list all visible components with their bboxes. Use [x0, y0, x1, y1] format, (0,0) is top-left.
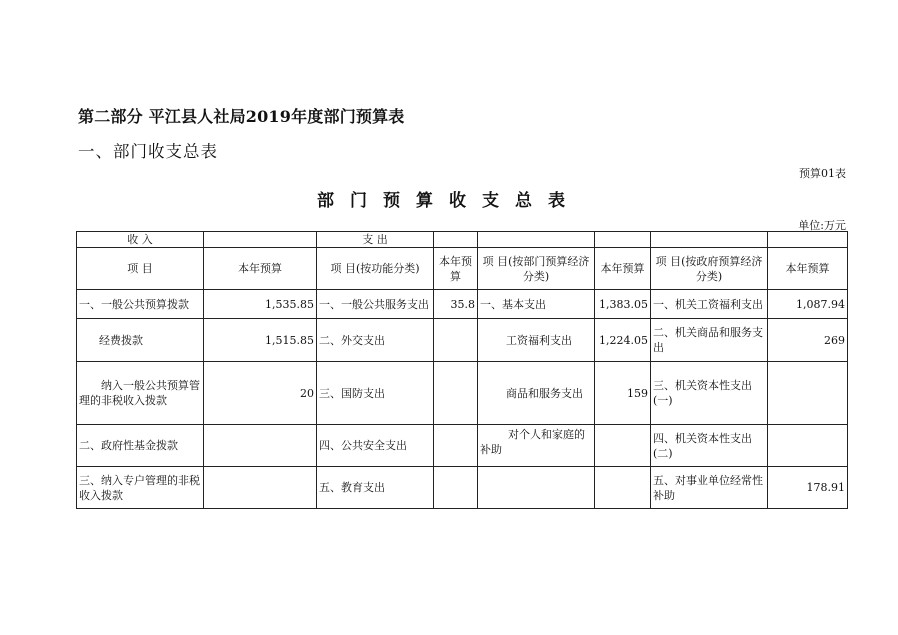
income-amount: 1,535.85 — [204, 290, 317, 319]
income-item: 一、一般公共预算拨款 — [77, 290, 204, 319]
income-amount: 1,515.85 — [204, 319, 317, 362]
dept-item: 商品和服务支出 — [478, 362, 595, 425]
group-header-row — [77, 232, 848, 248]
dept-item: 工资福利支出 — [478, 319, 595, 362]
empty-cell — [651, 232, 768, 248]
table-main-title: 部门预算收支总表 — [317, 191, 581, 211]
func-amount — [434, 362, 478, 425]
func-amount — [434, 319, 478, 362]
table-row — [77, 467, 848, 509]
table-row — [77, 425, 848, 467]
gov-item: 四、机关资本性支出(二) — [651, 425, 768, 467]
income-item: 纳入一般公共预算管理的非税收入拨款 — [77, 362, 204, 425]
dept-item: 对个人和家庭的补助 — [478, 425, 595, 467]
gov-item: 五、对事业单位经常性补助 — [651, 467, 768, 509]
gov-amount: 269 — [768, 319, 848, 362]
section-subtitle: 一、部门收支总表 — [78, 142, 218, 161]
income-amount: 20 — [204, 362, 317, 425]
col-header-func-item: 项 目(按功能分类) — [317, 248, 434, 290]
gov-item: 二、机关商品和服务支出 — [651, 319, 768, 362]
income-item: 三、纳入专户管理的非税收入拨款 — [77, 467, 204, 509]
func-item: 三、国防支出 — [317, 362, 434, 425]
col-header-budget: 本年预算 — [204, 248, 317, 290]
part-title: 第二部分 平江县人社局2019年度部门预算表 — [78, 107, 405, 126]
dept-amount: 1,224.05 — [595, 319, 651, 362]
func-item: 一、一般公共服务支出 — [317, 290, 434, 319]
gov-item: 一、机关工资福利支出 — [651, 290, 768, 319]
col-header-budget: 本年预算 — [595, 248, 651, 290]
col-header-gov-econ-item: 项 目(按政府预算经济分类) — [651, 248, 768, 290]
empty-cell — [768, 232, 848, 248]
empty-cell — [434, 232, 478, 248]
func-item: 五、教育支出 — [317, 467, 434, 509]
gov-amount — [768, 425, 848, 467]
dept-amount: 1,383.05 — [595, 290, 651, 319]
dept-amount — [595, 467, 651, 509]
dept-amount — [595, 425, 651, 467]
empty-cell — [478, 232, 595, 248]
func-amount — [434, 467, 478, 509]
func-item: 四、公共安全支出 — [317, 425, 434, 467]
income-amount — [204, 425, 317, 467]
func-amount: 35.8 — [434, 290, 478, 319]
form-number: 预算01表 — [799, 167, 846, 180]
budget-table — [76, 231, 848, 509]
gov-amount: 1,087.94 — [768, 290, 848, 319]
unit-label: 单位:万元 — [798, 219, 846, 232]
func-amount — [434, 425, 478, 467]
gov-amount — [768, 362, 848, 425]
income-group-header: 收 入 — [77, 232, 204, 248]
col-header-item: 项 目 — [77, 248, 204, 290]
income-amount — [204, 467, 317, 509]
gov-amount: 178.91 — [768, 467, 848, 509]
col-header-budget: 本年预算 — [434, 248, 478, 290]
table-row — [77, 290, 848, 319]
expense-group-header: 支 出 — [317, 232, 434, 248]
income-item: 二、政府性基金拨款 — [77, 425, 204, 467]
dept-amount: 159 — [595, 362, 651, 425]
table-row — [77, 362, 848, 425]
func-item: 二、外交支出 — [317, 319, 434, 362]
empty-cell — [595, 232, 651, 248]
gov-item: 三、机关资本性支出(一) — [651, 362, 768, 425]
dept-item — [478, 467, 595, 509]
col-header-budget: 本年预算 — [768, 248, 848, 290]
dept-item: 一、基本支出 — [478, 290, 595, 319]
income-item: 经费拨款 — [77, 319, 204, 362]
empty-cell — [204, 232, 317, 248]
table-row — [77, 319, 848, 362]
column-header-row — [77, 248, 848, 290]
col-header-dept-econ-item: 项 目(按部门预算经济分类) — [478, 248, 595, 290]
